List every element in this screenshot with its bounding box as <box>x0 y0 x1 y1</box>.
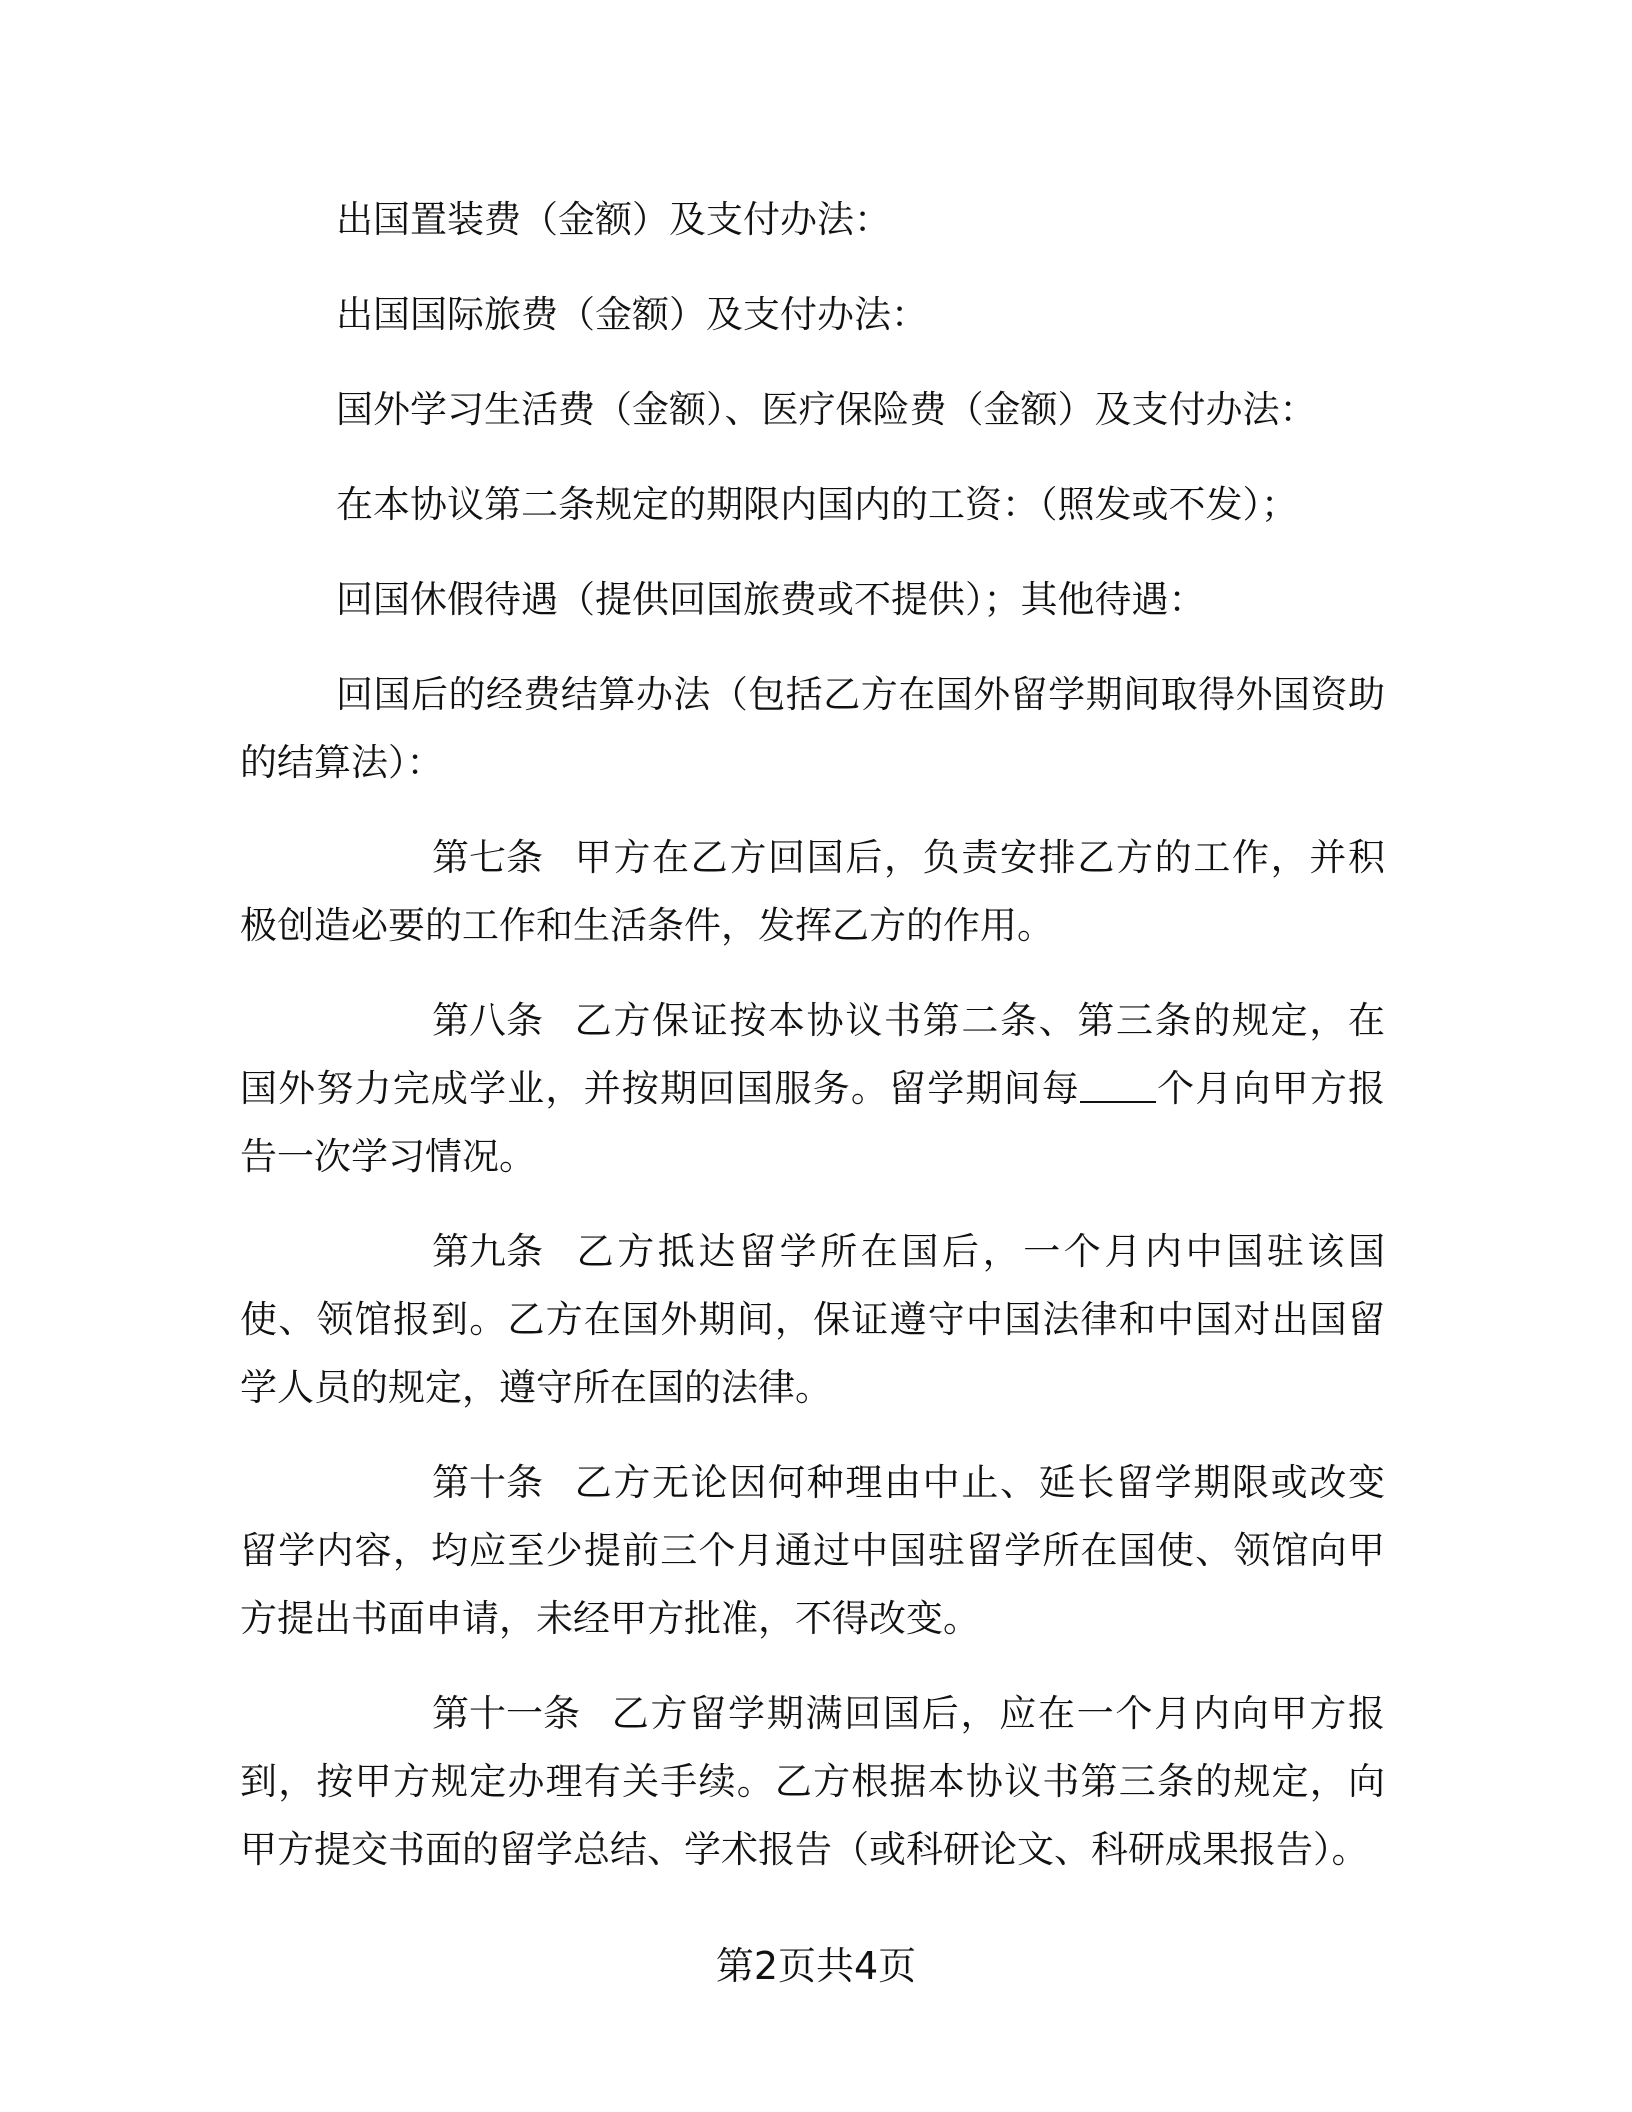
article-9 <box>240 1218 1385 1422</box>
article-8-text-before: 乙方保证按本协议书第二条、第三条的规定，在国外努力完成学业，并按期回国服务。留学期间每 <box>240 999 1385 1110</box>
article-11 <box>240 1680 1385 1884</box>
article-9-number: 第九条 <box>432 1230 543 1273</box>
document-body <box>240 186 1385 1911</box>
line-settlement: 回国后的经费结算办法（包括乙方在国外留学期间取得外国资助的结算法）： <box>240 673 1385 784</box>
article-10 <box>240 1449 1385 1653</box>
line-outfit-fee: 出国置装费（金额）及支付办法： <box>336 198 891 241</box>
fill-in-blank <box>1080 1071 1156 1103</box>
line-home-leave: 回国休假待遇（提供回国旅费或不提供）；其他待遇： <box>336 578 1206 621</box>
article-8-number: 第八条 <box>432 999 543 1042</box>
article-10-text: 乙方无论因何种理由中止、延长留学期限或改变留学内容，均应至少提前三个月通过中国驻留学所在国使、领馆向甲方提出书面申请，未经甲方批准，不得改变。 <box>240 1461 1385 1640</box>
article-7 <box>240 824 1385 960</box>
article-7-number: 第七条 <box>432 836 543 879</box>
article-8 <box>240 987 1385 1191</box>
article-9-text: 乙方抵达留学所在国后，一个月内中国驻该国使、领馆报到。乙方在国外期间，保证遵守中国法律和中国对出国留学人员的规定，遵守所在国的法律。 <box>240 1230 1385 1409</box>
line-travel-fee: 出国国际旅费（金额）及支付办法： <box>336 293 928 336</box>
page-number: 第2页共4页 <box>715 1944 917 1988</box>
article-11-text: 乙方留学期满回国后，应在一个月内向甲方报到，按甲方规定办理有关手续。乙方根据本协议书第三条的规定，向甲方提交书面的留学总结、学术报告（或科研论文、科研成果报告）。 <box>240 1692 1385 1871</box>
article-7-text: 甲方在乙方回国后，负责安排乙方的工作，并积极创造必要的工作和生活条件，发挥乙方的作用。 <box>240 836 1385 947</box>
line-living-insurance-fee: 国外学习生活费（金额）、医疗保险费（金额）及支付办法： <box>336 388 1317 431</box>
article-11-number: 第十一条 <box>432 1692 580 1735</box>
line-domestic-salary: 在本协议第二条规定的期限内国内的工资：（照发或不发）； <box>336 483 1298 526</box>
article-8-text-after: 个月向甲方报告一次学习情况。 <box>240 1067 1386 1178</box>
article-10-number: 第十条 <box>432 1461 543 1504</box>
